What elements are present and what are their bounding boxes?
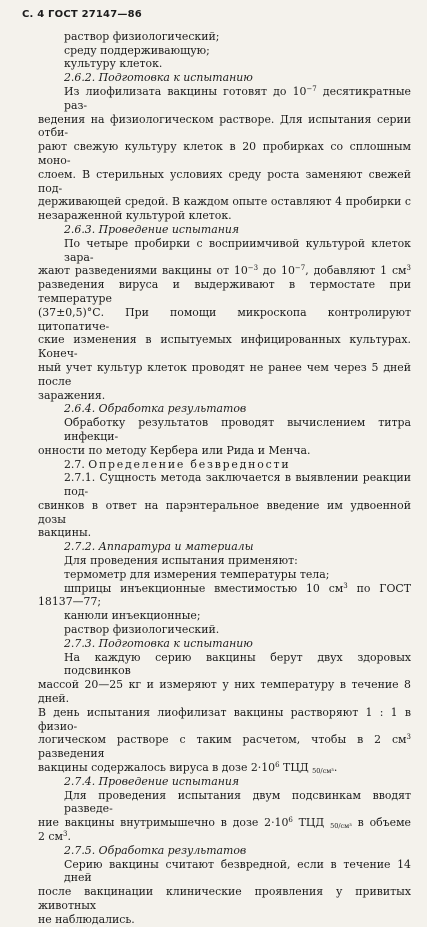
paragraph: Для проведения испытания применяют: [64,554,298,568]
list-item: среду поддерживающую; [64,43,210,57]
paragraph: Из лиофилизата вакцины готовят до $10^{-7}$ десятикратные раз- ведения на физиологическом растворе. Для испытания серии отби- рают свежую культуру клеток в 20 пробирках со сплошным моно- слоем. В стерильных условиях среду роста заменяют свежей под- держивающей средой. В каждом опыте оставляют 4 пробирки с незараженной культурой клеток. [38,84,411,223]
list-item: культуру клеток. [64,57,163,71]
paragraph: 2.7.1. Сущность метода заключается в выявлении реакции под- свинков в ответ на парэнтеральное введение им удвоенной дозы вакцины. [38,471,411,540]
paragraph: Для проведения испытания двум подсвинкам вводят разведе- ние вакцины внутримышечно в дозе $2\cdot 10^6$ ТЦД $_{50/см^3}$ в объеме 2 $см^3$. [38,788,411,844]
section-heading: 2.6.4. Обработка результатов [64,402,247,416]
paragraph: Обработку результатов проводят вычислением титра инфекци- онности по методу Кербера или Рида и Менча. [38,416,411,457]
section-heading: 2.7.5. Обработка результатов [64,843,247,857]
section-heading: 2.6.3. Проведение испытания [64,222,240,236]
page-header: С. 4 ГОСТ 27147—86 [22,9,142,20]
section-heading: 2.6.2. Подготовка к испытанию [64,71,253,85]
list-item: термометр для измерения температуры тела; [64,567,330,581]
section-heading: 2.7.2. Аппаратура и материалы [64,540,254,554]
section-heading: 2.7. Определение безвредности [64,457,291,471]
paragraph: Серию вакцины считают безвредной, если в течение 14 дней после вакцинации клинические проявления у привитых животных не наблюдались. [38,857,411,926]
list-item: раствор физиологический; [64,29,220,43]
list-item: канюли инъекционные; [64,609,201,623]
paragraph: На каждую серию вакцины берут двух здоровых подсвинков массой 20—25 кг и измеряют у них температуру в течение 8 дней. В день испытания лиофилизат вакцины растворяют 1 : 1 в физио- логическом растворе с таким расчетом, чтобы в 2 $см^3$ разведения вакцины содержалось вируса в дозе $2\cdot 10^6$ ТЦД $_{50/см^3}$. [38,650,411,776]
section-heading: 2.7.4. Проведение испытания [64,774,240,788]
list-item: шприцы инъекционные вместимостью 10 $см^3$ по ГОСТ 18137—77; [38,581,411,609]
paragraph: По четыре пробирки с восприимчивой культурой клеток зара- жают разведениями вакцины от $10^{-3}$ до $10^{-7}$, добавляют 1 $см^3$ разведения вируса и выдерживают в термостате при температуре (37±0,5)°С. При помощи микроскопа контролируют цитопатиче- ские изменения в испытуемых инфицированных культурах. Конеч- ный учет культур клеток проводят не ранее чем через 5 дней после заражения. [38,236,411,402]
list-item: раствор физиологический. [64,623,220,637]
section-heading: 2.7.3. Подготовка к испытанию [64,636,253,650]
